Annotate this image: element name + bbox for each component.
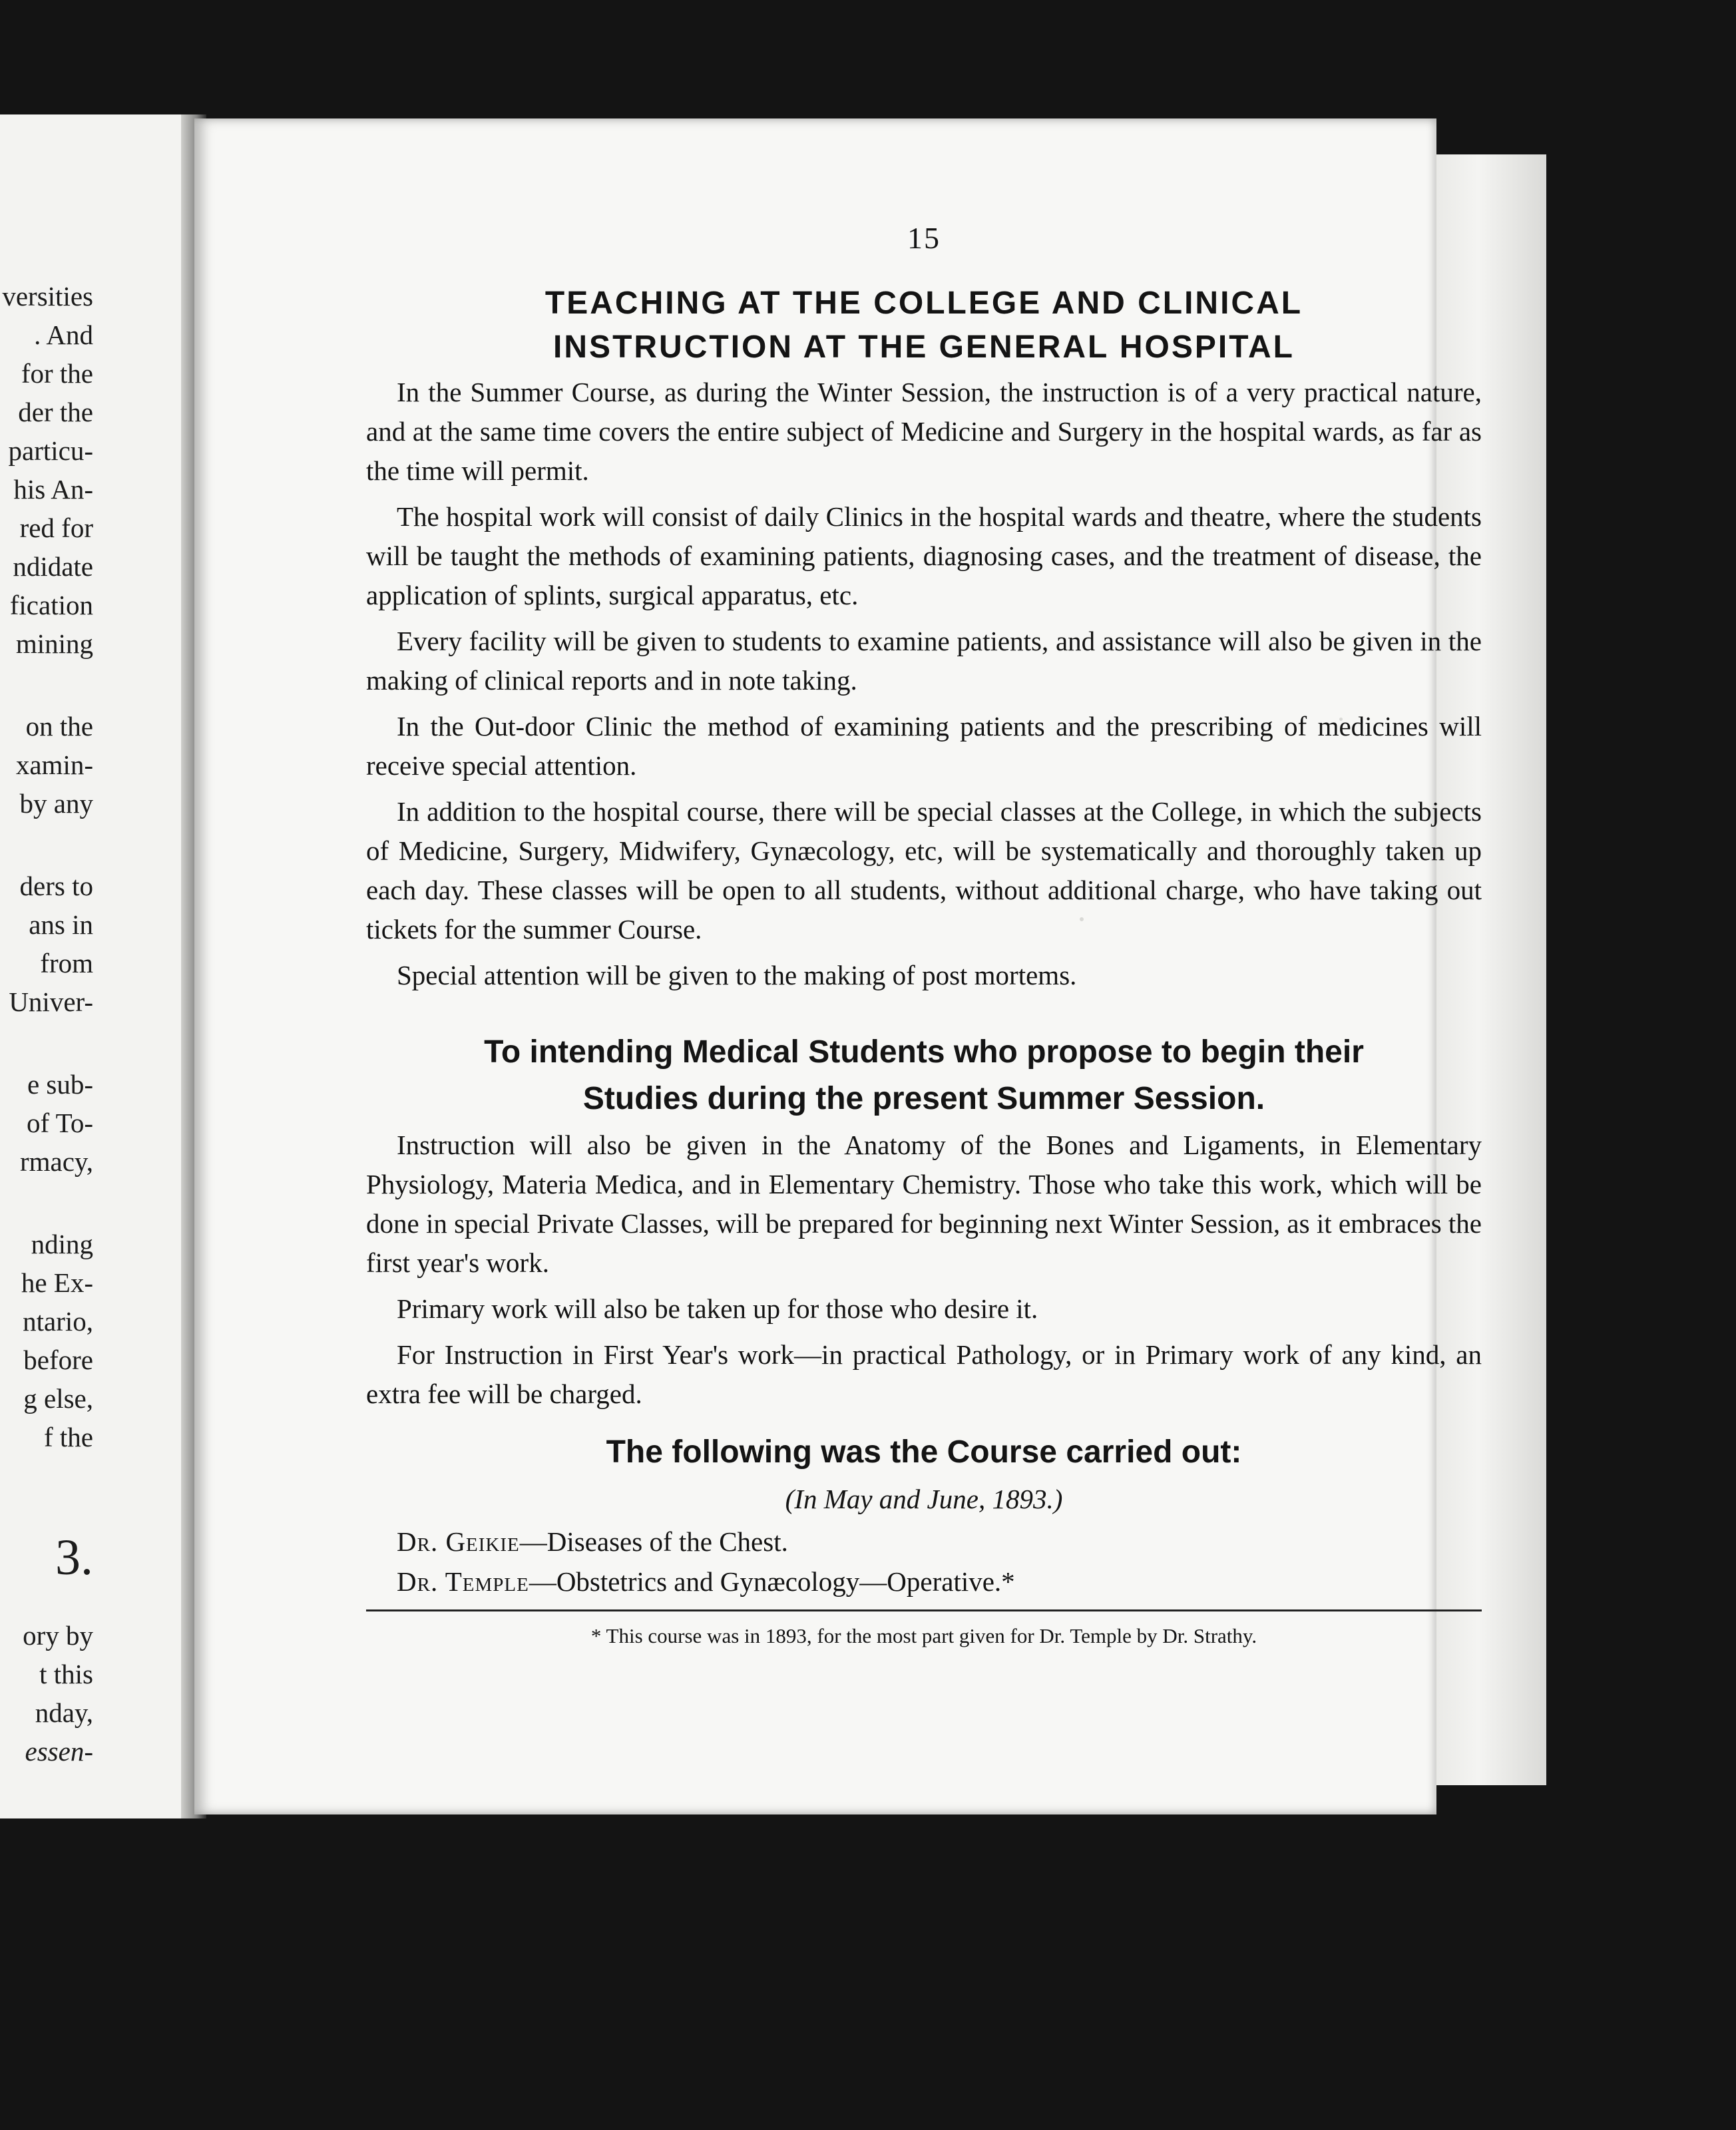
left-fragment: rmacy, [19,1146,93,1177]
left-fragment: . And [34,320,93,350]
course-instructor: Dr. Geikie [397,1526,520,1557]
spacer [366,1420,1482,1432]
footnote: * This course was in 1893, for the most part given for Dr. Temple by Dr. Strathy. [590,1624,1257,1647]
paragraph: Special attention will be given to the making of post mortems. [397,960,1077,990]
course-heading: The following was the Course carried out: [606,1434,1242,1470]
left-fragment: particu- [8,435,93,466]
left-fragment: g else, [23,1383,93,1414]
left-fragment: ans in [29,909,93,940]
left-fragment: 3. [55,1530,93,1586]
subsection-heading-line: To intending Medical Students who propose to begin their [484,1034,1364,1070]
left-fragment: of To- [27,1108,93,1138]
left-fragment: f the [44,1422,93,1452]
left-fragment: ndidate [13,551,93,582]
paragraph: In addition to the hospital course, there will be special classes at the College, in which the subjects of Medicine, Surgery, Midwifery, Gynæcology, etc, will be systematically and thoroughly taken up each day. These classes will be open to all students, without additional charge, who have taking out tickets for the summer Course. [366,796,1482,945]
course-topic: —Diseases of the Chest. [519,1526,788,1557]
paragraph: Instruction will also be given in the Anatomy of the Bones and Ligaments, in Elementary Physiology, Materia Medica, and in Elementary Chemistry. Those who take this work, which will be done in special Private Classes, will be prepared for beginning next Winter Session, as it embraces the first year's work. [366,1130,1482,1278]
paragraph: In the Summer Course, as during the Winter Session, the instruction is of a very practical nature, and at the same time covers the entire subject of Medicine and Surgery in the hospital wards, as far as the time will permit. [366,377,1482,486]
course-dates: (In May and June, 1893.) [785,1484,1063,1514]
course-line [366,1562,1482,1601]
left-fragment: der the [18,397,93,427]
left-fragment: from [40,948,93,978]
left-fragment: ders to [19,871,93,901]
page-number: 15 [907,221,941,255]
course-instructor: Dr. Temple [397,1566,529,1597]
left-fragment: essen- [25,1736,93,1767]
book-page [194,118,1482,1814]
left-fragment: he Ex- [21,1267,93,1298]
left-fragment: nday, [35,1697,93,1728]
page-content [366,218,1482,1650]
left-fragment: versities [2,281,93,312]
left-fragment: on the [25,711,93,742]
left-fragment: his An- [13,474,93,505]
section-gap [366,1002,1482,1032]
left-fragment: mining [15,628,93,659]
left-fragment: red for [19,513,93,543]
left-fragment: Univer- [9,986,93,1017]
subsection-heading-line: Studies during the present Summer Session. [582,1081,1265,1116]
left-fragment: for the [21,358,93,389]
paragraph: In the Out-door Clinic the method of examining patients and the prescribing of medicines will receive special attention. [366,711,1482,781]
paragraph: The hospital work will consist of daily Clinics in the hospital wards and theatre, where the students will be taught the methods of examining patients, diagnosing cases, and the treatment of disease, the application of splints, surgical apparatus, etc. [366,501,1482,610]
section-heading-line: INSTRUCTION AT THE GENERAL HOSPITAL [553,329,1295,365]
left-fragment: ntario, [23,1306,93,1337]
paragraph: For Instruction in First Year's work—in practical Pathology, or in Primary work of any kind, an extra fee will be charged. [366,1339,1482,1409]
left-fragment: fication [9,590,93,620]
section-heading-line: TEACHING AT THE COLLEGE AND CLINICAL [544,286,1303,321]
course-line [366,1522,1482,1562]
paragraph: Every facility will be given to students to examine patients, and assistance will also be given in the making of clinical reports and in note taking. [366,626,1482,696]
previous-page-fragment [0,114,200,1818]
left-fragment: t this [39,1659,93,1689]
left-fragment: ory by [23,1620,93,1651]
left-fragment: by any [19,788,93,819]
course-topic: —Obstetrics and Gynæcology—Operative.* [529,1566,1015,1597]
left-fragment: before [23,1345,93,1375]
left-fragment: e sub- [27,1069,93,1100]
paragraph: Primary work will also be taken up for those who desire it. [397,1293,1038,1324]
left-fragment: nding [31,1229,93,1259]
footnote-rule [366,1609,1482,1611]
left-fragment: xamin- [15,749,93,780]
